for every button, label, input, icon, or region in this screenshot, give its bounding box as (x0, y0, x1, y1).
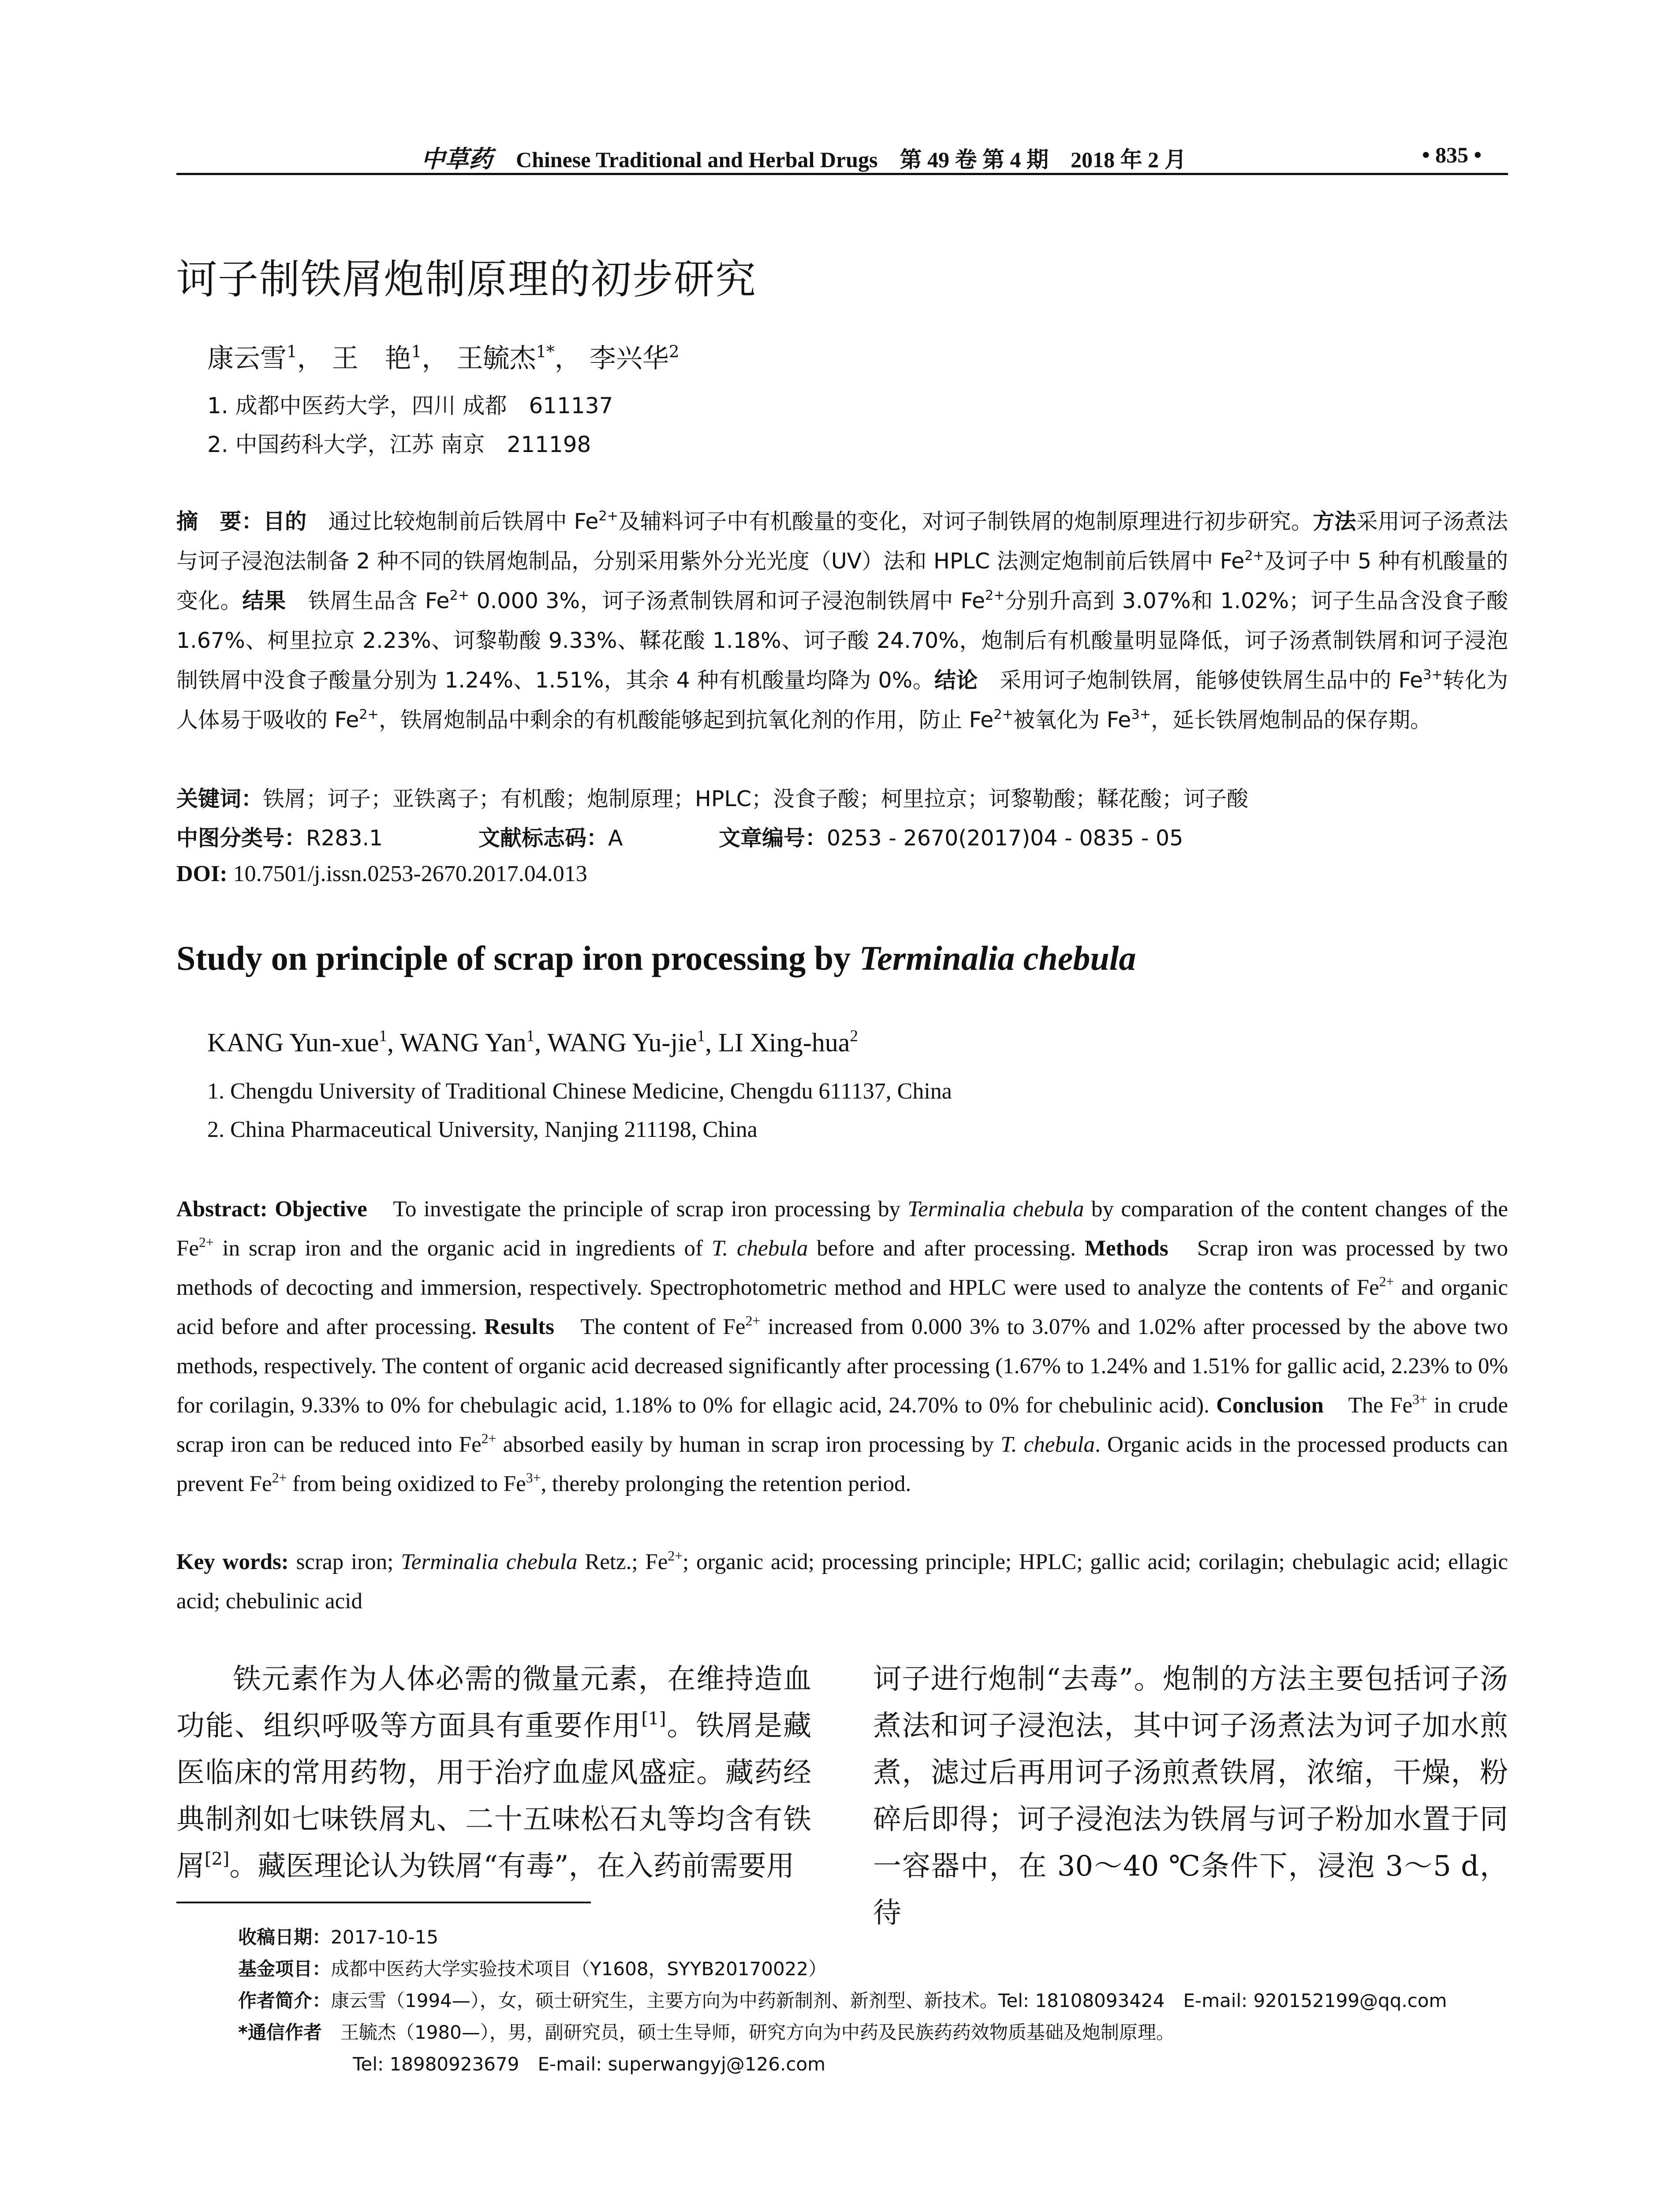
author-name: WANG Yu-jie (547, 1028, 697, 1057)
en-abstract-label: Abstract: (176, 1197, 268, 1222)
en-text: The content of Fe (554, 1315, 746, 1339)
footnote-text: 成都中医药大学实验技术项目（Y1608，SYYB20170022） (331, 1958, 827, 1980)
citation-ref: [2] (205, 1849, 230, 1869)
footnote-text: 康云雪（1994—），女，硕士研究生，主要方向为中药新制剂、新剂型、新技术。Tel: 18108093424 E-mail: 920152199@qq.com (331, 1990, 1447, 2011)
en-text: , thereby prolonging the retention period. (541, 1472, 911, 1496)
author-affil-sup: 1 (697, 1027, 706, 1045)
body-text: 铁元素作为人体必需的微量元素，在维持造血功能、组织呼吸等方面具有重要作用 (176, 1663, 811, 1742)
cn-conclusion-text: 转化为人体易于吸收的 Fe (176, 668, 1508, 733)
body-text: 。铁屑是藏医临床的常用药物，用于治疗血虚风盛症。藏药经典制剂如七味铁屑丸、二十五味松石丸等均含有铁屑 (176, 1710, 812, 1883)
ion-charge: 3+ (1423, 667, 1443, 683)
ion-charge: 3+ (1131, 707, 1151, 723)
cn-methods-text: 及诃子中 5 种有机酸量的变化。 (176, 549, 1508, 613)
ion-charge: 3+ (1412, 1391, 1427, 1407)
en-text: Scrap iron was processed by two methods of decocting and immersion, respectively. Spectrophotometric method and HPLC were used to analyze the contents of Fe (176, 1236, 1508, 1300)
cn-conclusion-text: ，延长铁屑炮制品的保存期。 (1151, 707, 1432, 733)
footnote-label: 收稿日期： (238, 1926, 331, 1948)
ion-charge: 2+ (199, 1234, 214, 1250)
citation-ref: [1] (641, 1708, 666, 1729)
en-title (176, 938, 1136, 978)
author-name: LI Xing-hua (718, 1028, 850, 1057)
author-affil-sup: 1 (287, 341, 297, 361)
doi-value: 10.7501/j.issn.0253-2670.2017.04.013 (227, 861, 587, 886)
author-affil-sup: 2 (850, 1027, 858, 1045)
header-rule (176, 173, 1508, 175)
clc-line (176, 821, 383, 852)
cn-results-label: 结果 (242, 588, 286, 613)
cn-objective-text: 及辅料诃子中有机酸量的变化，对诃子制铁屑的炮制原理进行初步研究。 (618, 509, 1313, 534)
cn-results-text: 0.000 3%，诃子汤煮制铁屑和诃子浸泡制铁屑中 Fe (469, 588, 985, 613)
ion-charge: 2+ (1379, 1274, 1394, 1289)
en-text: Retz.; Fe (577, 1550, 668, 1574)
en-text: scrap iron; (288, 1550, 401, 1574)
article-no-label: 文章编号： (719, 826, 827, 851)
cn-abstract (176, 502, 1508, 740)
en-conclusion-label: Conclusion (1216, 1393, 1324, 1418)
en-keywords-label: Key words: (176, 1550, 289, 1574)
cn-results-text: 分别升高到 3.07%和 1.02%；诃子生品含没食子酸 1.67%、柯里拉京 2.23%、诃黎勒酸 9.33%、鞣花酸 1.18%、诃子酸 24.70%，炮制后有机酸量明显降低，诃子汤煮制铁屑和诃子浸泡制铁屑中没食子酸量分别为 1.24%、1.51%，其余 4 种有机酸量均降为 0%。 (176, 588, 1508, 693)
footnote-label: 基金项目： (238, 1958, 331, 1980)
en-text: . Organic acids in the processed products can prevent Fe (176, 1432, 1508, 1496)
doc-code-value: A (608, 826, 623, 851)
en-results-label: Results (484, 1315, 554, 1339)
ion-charge: 2+ (272, 1470, 287, 1486)
en-text: absorbed easily by human in scrap iron processing by (496, 1432, 1001, 1457)
cn-methods-text: 采用诃子汤煮法与诃子浸泡法制备 2 种不同的铁屑炮制品，分别采用紫外分光光度（UV）法和 HPLC 法测定炮制前后铁屑中 Fe (176, 509, 1508, 574)
en-affiliation-2: 2. China Pharmaceutical University, Nanjing 211198, China (207, 1117, 758, 1142)
ion-charge: 2+ (1244, 548, 1265, 564)
footnote-contact: Tel: 18980923679 E-mail: superwangyj@126.com (353, 2053, 826, 2075)
footnote-text: 王毓杰（1980—），男，副研究员，硕士生导师，研究方向为中药及民族药药效物质基础及炮制原理。 (321, 2022, 1175, 2043)
ion-charge: 3+ (526, 1470, 541, 1486)
cn-conclusion-label: 结论 (934, 668, 978, 693)
clc-label: 中图分类号： (176, 826, 306, 851)
en-title-text: Study on principle of scrap iron processing by (176, 939, 859, 977)
footnote-fund (238, 1955, 827, 1981)
en-text: before and after processing. (808, 1236, 1085, 1261)
page-number: • 835 • (1422, 142, 1482, 167)
footnote-received (238, 1923, 438, 1949)
footnote-text: 2017-10-15 (331, 1926, 439, 1948)
author-affil-sup: 1 (379, 1027, 387, 1045)
author-affil-sup: 2 (668, 341, 679, 361)
author-name: 康云雪 (207, 343, 287, 374)
article-no-value: 0253 - 2670(2017)04 - 0835 - 05 (827, 826, 1183, 851)
author-affil-sup: 1 (411, 341, 422, 361)
ion-charge: 2+ (449, 588, 470, 604)
doi-line (176, 861, 587, 887)
author-name: KANG Yun-xue (207, 1028, 379, 1057)
ion-charge: 2+ (598, 508, 619, 524)
clc-value: R283.1 (306, 826, 383, 851)
cn-affiliation-2: 2. 中国药科大学，江苏 南京 211198 (207, 432, 591, 457)
en-text: To investigate the principle of scrap iron processing by (367, 1197, 908, 1222)
cn-results-text: 铁屑生品含 Fe (308, 588, 450, 613)
cn-conclusion-text: 采用诃子炮制铁屑，能够使铁屑生品中的 Fe (1000, 668, 1423, 693)
en-text: from being oxidized to Fe (287, 1472, 526, 1496)
ion-charge: 2+ (745, 1313, 761, 1329)
cn-methods-label: 方法 (1313, 509, 1356, 534)
en-text: The Fe (1323, 1393, 1413, 1418)
en-text: and organic acid before and after processing. (176, 1275, 1508, 1339)
article-no-line (719, 821, 1183, 852)
cn-keywords (176, 782, 1248, 813)
cn-keywords-label: 关键词： (176, 786, 263, 811)
en-species: T. chebula (1001, 1432, 1095, 1457)
footnote-corresponding (238, 2018, 1175, 2044)
cn-objective-label: 目的 (263, 509, 307, 534)
cn-authors: 康云雪$^1$， 王 艳$^1$， 王毓杰$^{1*}$， 李兴华$^2$ (207, 341, 679, 374)
en-species: T. chebula (711, 1236, 808, 1261)
en-species: Terminalia chebula (401, 1550, 578, 1574)
footnote-bio (238, 1986, 1447, 2013)
en-authors: KANG Yun-xue$^1$, WANG Yan$^1$, WANG Yu-jie$^1$, LI Xing-hua$^2$ (207, 1027, 858, 1057)
en-methods-label: Methods (1084, 1236, 1169, 1261)
en-title-species: Terminalia chebula (859, 939, 1136, 977)
author-name: 王 艳 (332, 343, 411, 374)
author-name: 王毓杰 (456, 343, 536, 374)
ion-charge: 2+ (985, 588, 1005, 604)
journal-header: Chinese Traditional and Herbal Drugs 第 49 卷 第 4 期 2018 年 2 月 (516, 147, 1187, 172)
cn-conclusion-text: 被氧化为 Fe (1013, 707, 1131, 733)
author-affil-sup: 1* (536, 341, 555, 361)
ion-charge: 2+ (668, 1548, 683, 1564)
en-objective-label: Objective (267, 1197, 367, 1222)
cn-keywords-text: 铁屑；诃子；亚铁离子；有机酸；炮制原理；HPLC；没食子酸；柯里拉京；诃黎勒酸；鞣花酸；诃子酸 (263, 786, 1248, 811)
cn-affiliation-1: 1. 成都中医药大学，四川 成都 611137 (207, 393, 613, 419)
footnote-rule (176, 1902, 591, 1903)
author-name: 李兴华 (589, 343, 669, 374)
body-text: 。藏医理论认为铁屑“有毒”，在入药前需要用 (229, 1850, 795, 1883)
journal-logo: 中草药 (421, 145, 493, 173)
en-text: increased from 0.000 3% to 3.07% and 1.02% after processed by the above two methods, respectively. The content of organic acid decreased significantly after processing (1.67% to 1.24% and 1.51% for gallic acid, 2.23% to 0% for corilagin, 9.33% to 0% for chebulagic acid, 1.18% to 0% for ellagic acid, 24.70% to 0% for chebulinic acid). (176, 1315, 1508, 1418)
doc-code-line (478, 821, 623, 852)
cn-title: 诃子制铁屑炮制原理的初步研究 (176, 256, 757, 303)
body-column-right: 诃子进行炮制“去毒”。炮制的方法主要包括诃子汤煮法和诃子浸泡法，其中诃子汤煮法为诃子加水煎煮，滤过后再用诃子汤煎煮铁屑，浓缩，干燥，粉碎后即得；诃子浸泡法为铁屑与诃子粉加水置于同一容器中，在 30～40 ℃条件下，浸泡 3～5 d，待 (873, 1663, 1508, 1929)
en-text: by comparation of the content changes of the Fe (176, 1197, 1508, 1261)
en-species: Terminalia chebula (907, 1197, 1084, 1222)
en-text: in scrap iron and the organic acid in ingredients of (213, 1236, 712, 1261)
cn-conclusion-text: ，铁屑炮制品中剩余的有机酸能够起到抗氧化剂的作用，防止 Fe (379, 707, 994, 733)
en-text: in crude scrap iron can be reduced into Fe (176, 1393, 1508, 1457)
author-name: WANG Yan (399, 1028, 526, 1057)
author-affil-sup: 1 (526, 1027, 535, 1045)
footnote-label: 作者简介： (238, 1990, 331, 2011)
ion-charge: 2+ (359, 707, 379, 723)
doi-label: DOI: (176, 861, 228, 886)
footnote-label: *通信作者 (238, 2022, 322, 2043)
body-column-left (176, 1656, 811, 1890)
en-keywords (176, 1543, 1508, 1621)
en-text: ; organic acid; processing principle; HPLC; gallic acid; corilagin; chebulagic acid; ellagic acid; chebulinic acid (176, 1550, 1508, 1614)
ion-charge: 2+ (481, 1431, 497, 1446)
en-affiliation-1: 1. Chengdu University of Traditional Chinese Medicine, Chengdu 611137, China (207, 1079, 952, 1104)
cn-abstract-label: 摘 要： (176, 509, 263, 534)
cn-objective-text: 通过比较炮制前后铁屑中 Fe (328, 509, 599, 534)
doc-code-label: 文献标志码： (478, 826, 609, 851)
ion-charge: 2+ (993, 707, 1014, 723)
en-abstract (176, 1190, 1508, 1504)
